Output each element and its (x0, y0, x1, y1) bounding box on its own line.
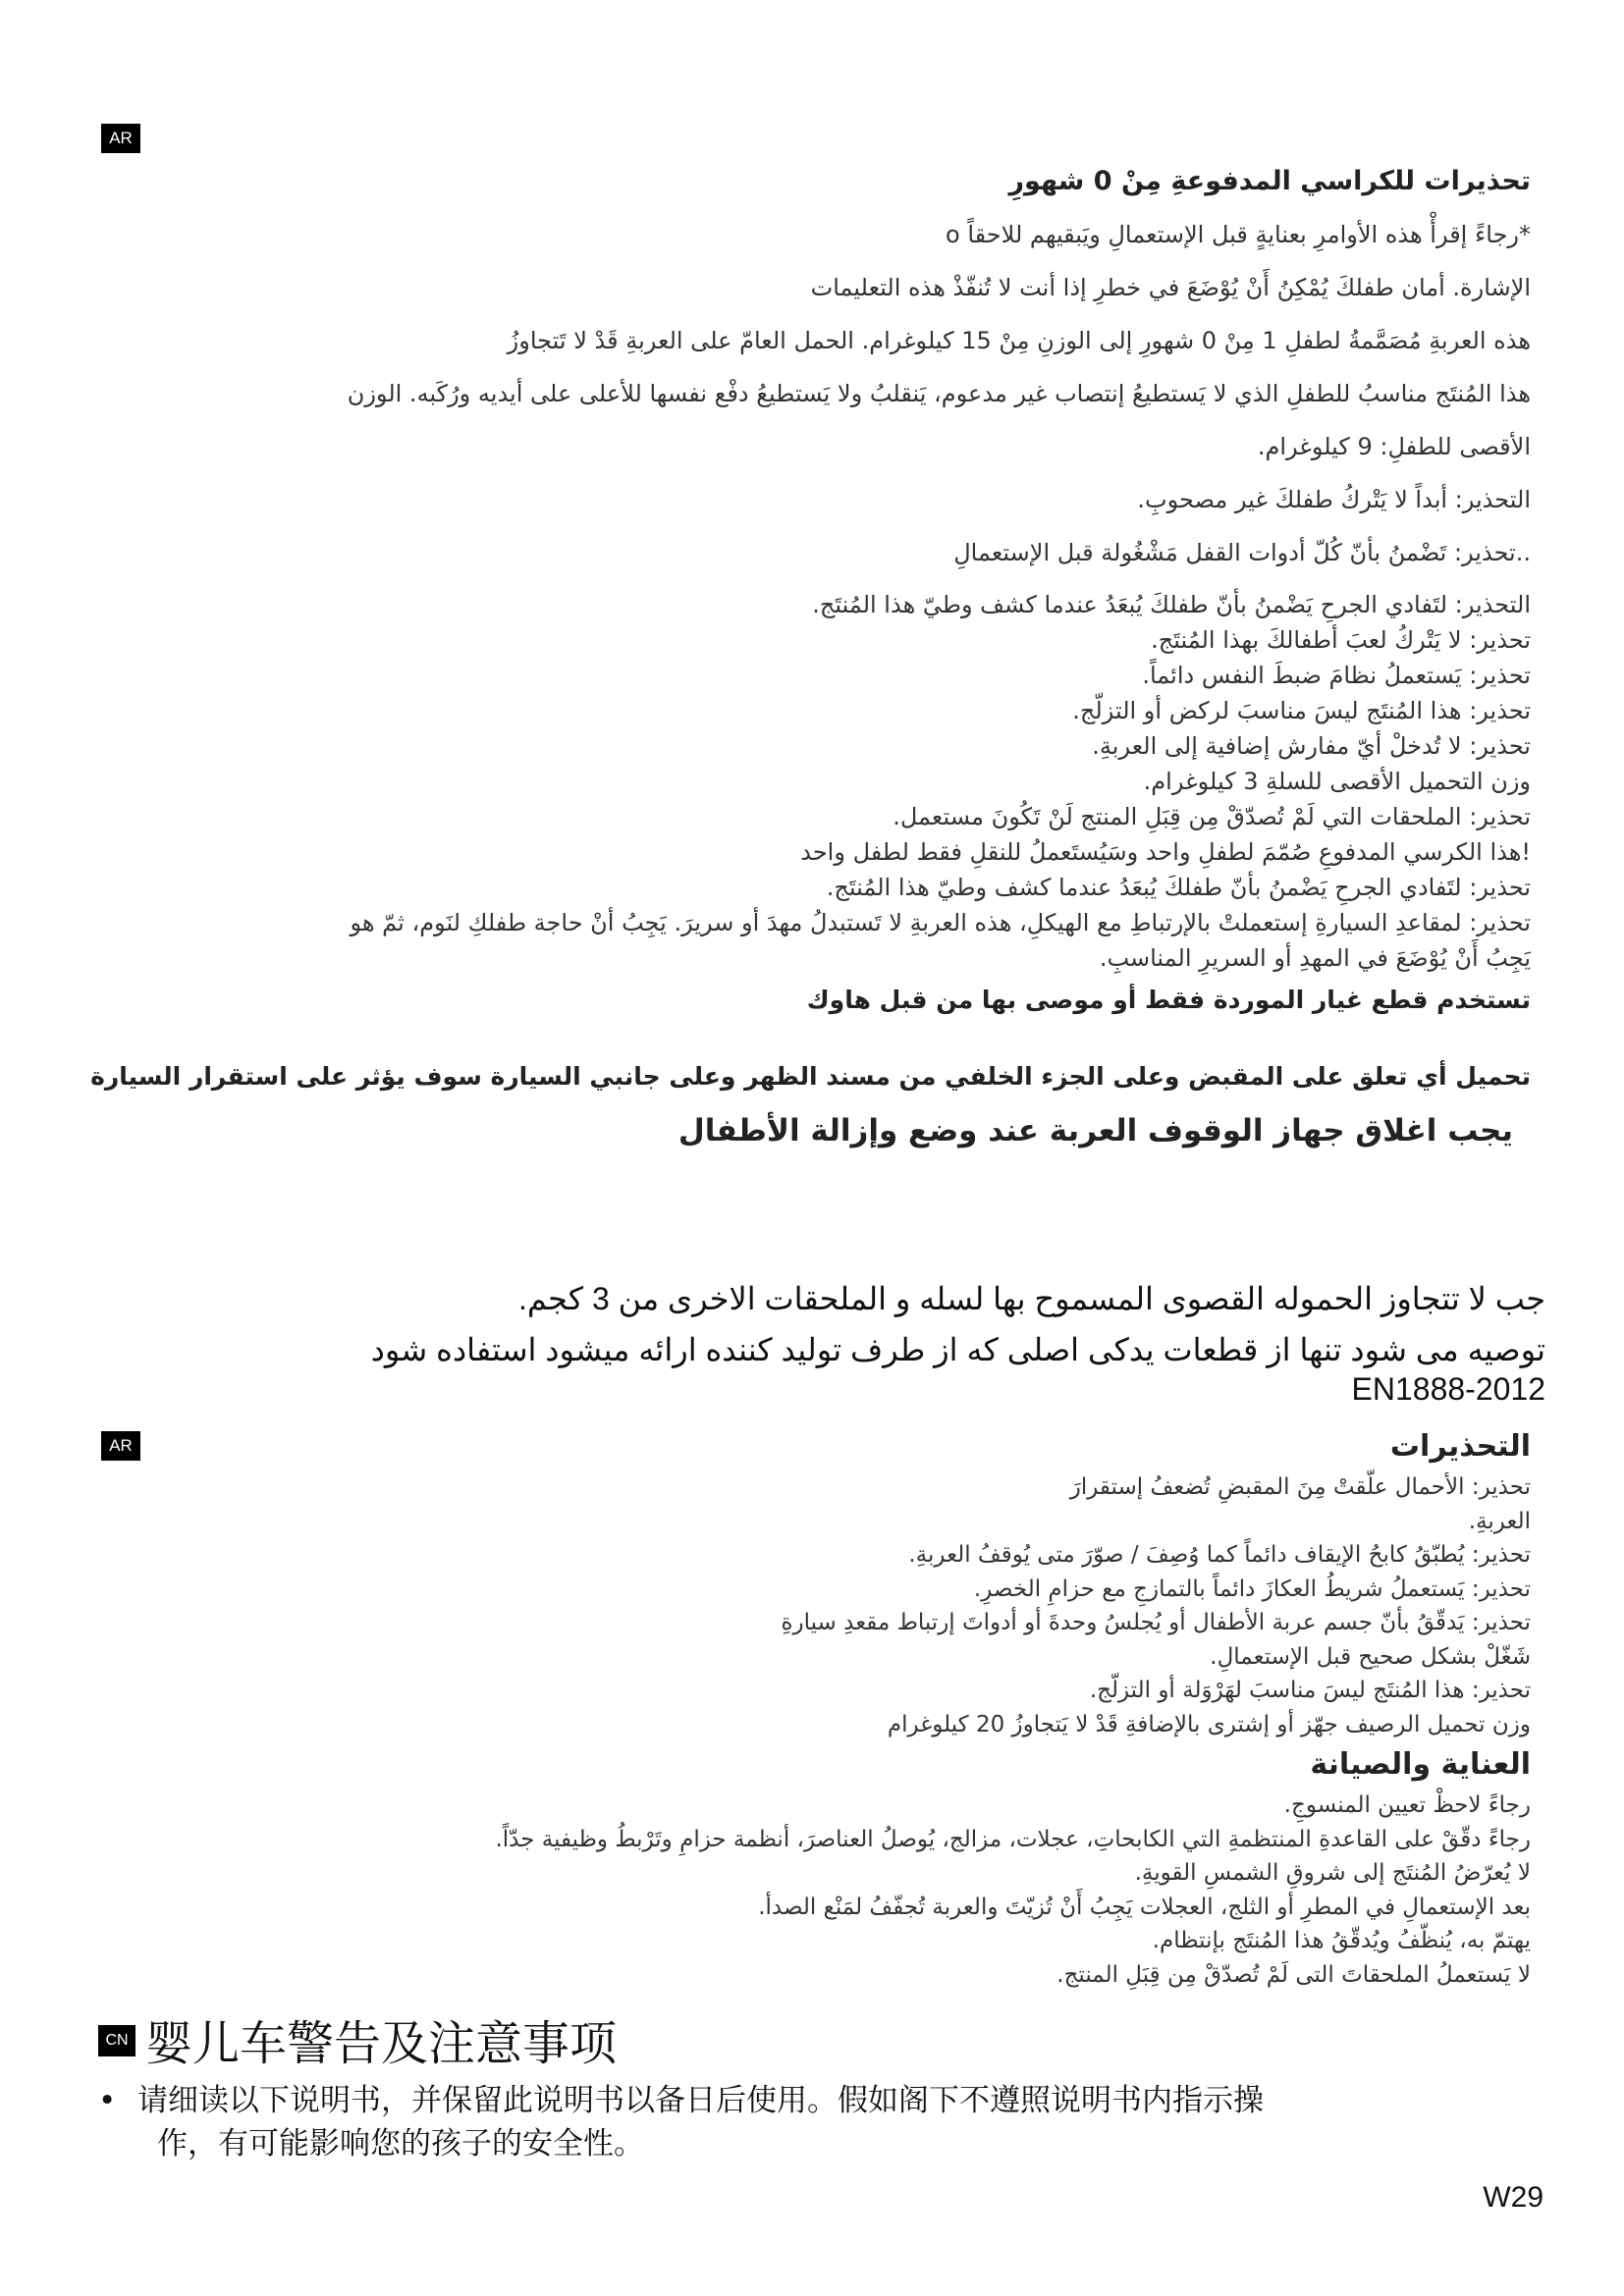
care-line: يهتمّ به، يُنظّفُ ويُدقّقُ هذا المُنتَج بإنتظام. (1152, 1928, 1531, 1953)
text-line: هذه العربةِ مُصَمَّمةُ لطفلِ 1 مِنْ 0 شهورِ إلى الوزنِ مِنْ 15 كيلوغرام. الحمل العامّ على العربةِ قَدْ لا تَتجاوزُ (507, 327, 1531, 354)
text-line: تحذير: لا يَتْركُ لعبَ أطفالكَ بهذا المُنتَج. (1151, 626, 1531, 654)
warning-line: تحذير: يُطبّقُ كابحُ الإيقاف دائماً كما وُصِفَ / صوّرَ متى يُوقفُ العربةِ. (908, 1542, 1531, 1568)
text-line: الإشارة. أمان طفلكَ يُمْكِنُ أَنْ يُوْضَعَ في خطرِ إذا أنت لا تُنفّذْ هذه التعليمات (810, 274, 1531, 301)
cn-instruction (98, 2079, 1492, 2165)
warning-line: العربةِ. (1468, 1508, 1531, 1534)
brake-note: يجب اغلاق جهاز الوقوف العربة عند وضع وإزالة الأطفال (677, 1113, 1513, 1148)
text-line: !هذا الكرسي المدفوعِ صُمّمَ لطفلِ واحد وسَيُستَعملُ للنقلِ فقط لطفل واحد (800, 838, 1531, 866)
text-line: تحذير: هذا المُنتَج ليسَ مناسبَ لركض أو التزلّج. (1072, 697, 1531, 724)
cn-line: 作，有可能影响您的孩子的安全性。 (157, 2126, 644, 2162)
cn-line: 请细读以下说明书，并保留此说明书以备日后使用。假如阁下不遵照说明书内指示操 (137, 2083, 1264, 2118)
section-title: تحذيرات للكراسي المدفوعةِ مِنْ 0 شهورِ (1008, 166, 1531, 196)
cn-title-text: 婴儿车警告及注意事项 (145, 2016, 618, 2071)
warning-line: تحذير: يَدقّقُ بأنّ جسم عربة الأطفال أو يُجلسُ وحدةَ أو أدواتَ إرتباط مقعدِ سيارةِ (781, 1610, 1531, 1635)
text-line: تحذير: لمقاعدِ السيارةِ إستعملتْ بالإرتباطِ مع الهيكلِ، هذه العربةِ لا تَستبدلُ مهدَ أو سريرَ. يَجِبُ أنْ حاجة طفلكِ لنَوم، ثمّ هو (350, 909, 1531, 936)
basket-load-section (171, 1276, 1545, 1412)
bullet: • (98, 2083, 117, 2118)
warning-line: تحذير: الأحمال علّقتْ مِنَ المقبضِ تُضعفُ إستقرارَ (1069, 1474, 1531, 1500)
care-line: رجاءً لاحظْ تعيين المنسوجِ. (1283, 1792, 1531, 1818)
stroller-warnings-section (90, 155, 1531, 1160)
text-line: ..تحذير: تَضْمنُ بأنّ كُلّ أدوات القفل مَشْغُولة قبل الإستعمالِ (953, 539, 1531, 566)
load-stability-note: تحميل أي تعلق على المقبض وعلى الجزء الخلفي من مسند الظهر وعلى جانبي السيارة سوف يؤثر على استقرار السيارة (90, 1062, 1531, 1091)
text-line: الأقصى للطفلِ: 9 كيلوغرام. (1257, 433, 1531, 460)
spare-parts-note: تستخدم قطع غيار الموردة فقط أو موصى بها من قبل هاوك (806, 986, 1531, 1014)
text-line: هذا المُنتَج مناسبُ للطفلِ الذي لا يَستطيعُ إنتصاب غير مدعوم، يَنقلبُ ولا يَستطيعُ دفْع نفسها للأعلى على أيديه ورُكَبه. الوزن (347, 380, 1531, 407)
warnings-care-section (205, 1423, 1531, 1992)
text-line: تحذير: لتَفادي الجرحِ يَضْمنُ بأنّ طفلكَ يُبعَدُ عندما كشف وطيّ هذا المُنتَج. (826, 874, 1531, 901)
warning-line: وزن تحميل الرصيف جهّز أو إشترى بالإضافةِ قَدْ لا يَتجاوزُ 20 كيلوغرام (887, 1711, 1531, 1737)
warning-line: تحذير: هذا المُنتَج ليسَ مناسبَ لهَرْوَلة أو التزلّج. (1089, 1678, 1531, 1703)
care-line: بعد الإستعمالِ في المطرِ أو الثلج، العجلات يَجِبُ أَنْ تُزيّتَ والعربة تُجفّفُ لمَنْع الصدأ. (758, 1894, 1531, 1920)
text-line: التحذير: لتَفادي الجرحِ يَضْمنُ بأنّ طفلكَ يُبعَدُ عندما كشف وطيّ هذا المُنتَج. (812, 591, 1531, 618)
page-number: W29 (1483, 2181, 1543, 2214)
language-badge-ar-top: AR (101, 124, 140, 153)
text-line: *رجاءً إقرأْ هذه الأوامرِ بعنايةٍ قبل الإستعمالِ ويَبقيهم للاحقاً o (946, 221, 1531, 248)
text-line: التحذير: أبداً لا يَتْركُ طفلكَ غير مصحوبِ. (1137, 486, 1531, 513)
language-badge-ar-middle: AR (101, 1431, 140, 1461)
text-line: تحذير: يَستعملُ نظامَ ضبطَ النفس دائماً. (1142, 662, 1531, 689)
basket-load-line: جب لا تتجاوز الحموله القصوى المسموح بها لسله و الملحقات الاخرى من 3 كجم. (517, 1281, 1545, 1316)
language-badge-cn: CN (98, 2025, 135, 2056)
care-heading: العناية والصيانة (1310, 1747, 1531, 1782)
text-line: تحذير: الملحقات التي لَمْ تُصدّقْ مِن قِبَلِ المنتج لَنْ تَكُونَ مستعمل. (893, 803, 1531, 830)
care-line: رجاءً دقّقْ على القاعدةِ المنتظمةِ التي الكابحاتِ، عجلات، مزالج، يُوصلُ العناصرَ، أنظمة حزامِ وتَرْبطُ وظيفية جدّاً. (495, 1826, 1531, 1852)
standard-number: EN1888-2012 (1351, 1371, 1545, 1407)
care-line: لا يَستعملُ الملحقاتَ التى لَمْ تُصدّقْ مِن قِبَلِ المنتج. (1056, 1961, 1531, 1988)
warnings-heading: التحذيرات (1389, 1429, 1531, 1464)
spare-parts-persian-line: توصيه مى شود تنها از قطعات يدكى اصلى كه از طرف توليد كننده ارائه ميشود استفاده شود (370, 1332, 1545, 1367)
care-line: لا يُعرّضُ المُنتَج إلى شروقِ الشمسِ القويةِ. (1134, 1860, 1531, 1886)
text-line: وزن التحميل الأقصى للسلةِ 3 كيلوغرام. (1143, 768, 1531, 795)
cn-section-title (98, 2012, 617, 2075)
text-line: تحذير: لا تُدخلْ أيّ مفارش إضافية إلى العربةِ. (1092, 732, 1531, 760)
warning-line: شَغّلْ بشكل صحيح قبل الإستعمالِ. (1210, 1643, 1531, 1670)
text-line: يَجِبُ أَنْ يُوْضَعَ في المهدِ أو السريرِ المناسبِ. (1099, 944, 1531, 972)
warning-line: تحذير: يَستعملُ شريطُ العكازَ دائماً بالتمازجِ مع حزامِ الخصرِ. (973, 1575, 1531, 1602)
